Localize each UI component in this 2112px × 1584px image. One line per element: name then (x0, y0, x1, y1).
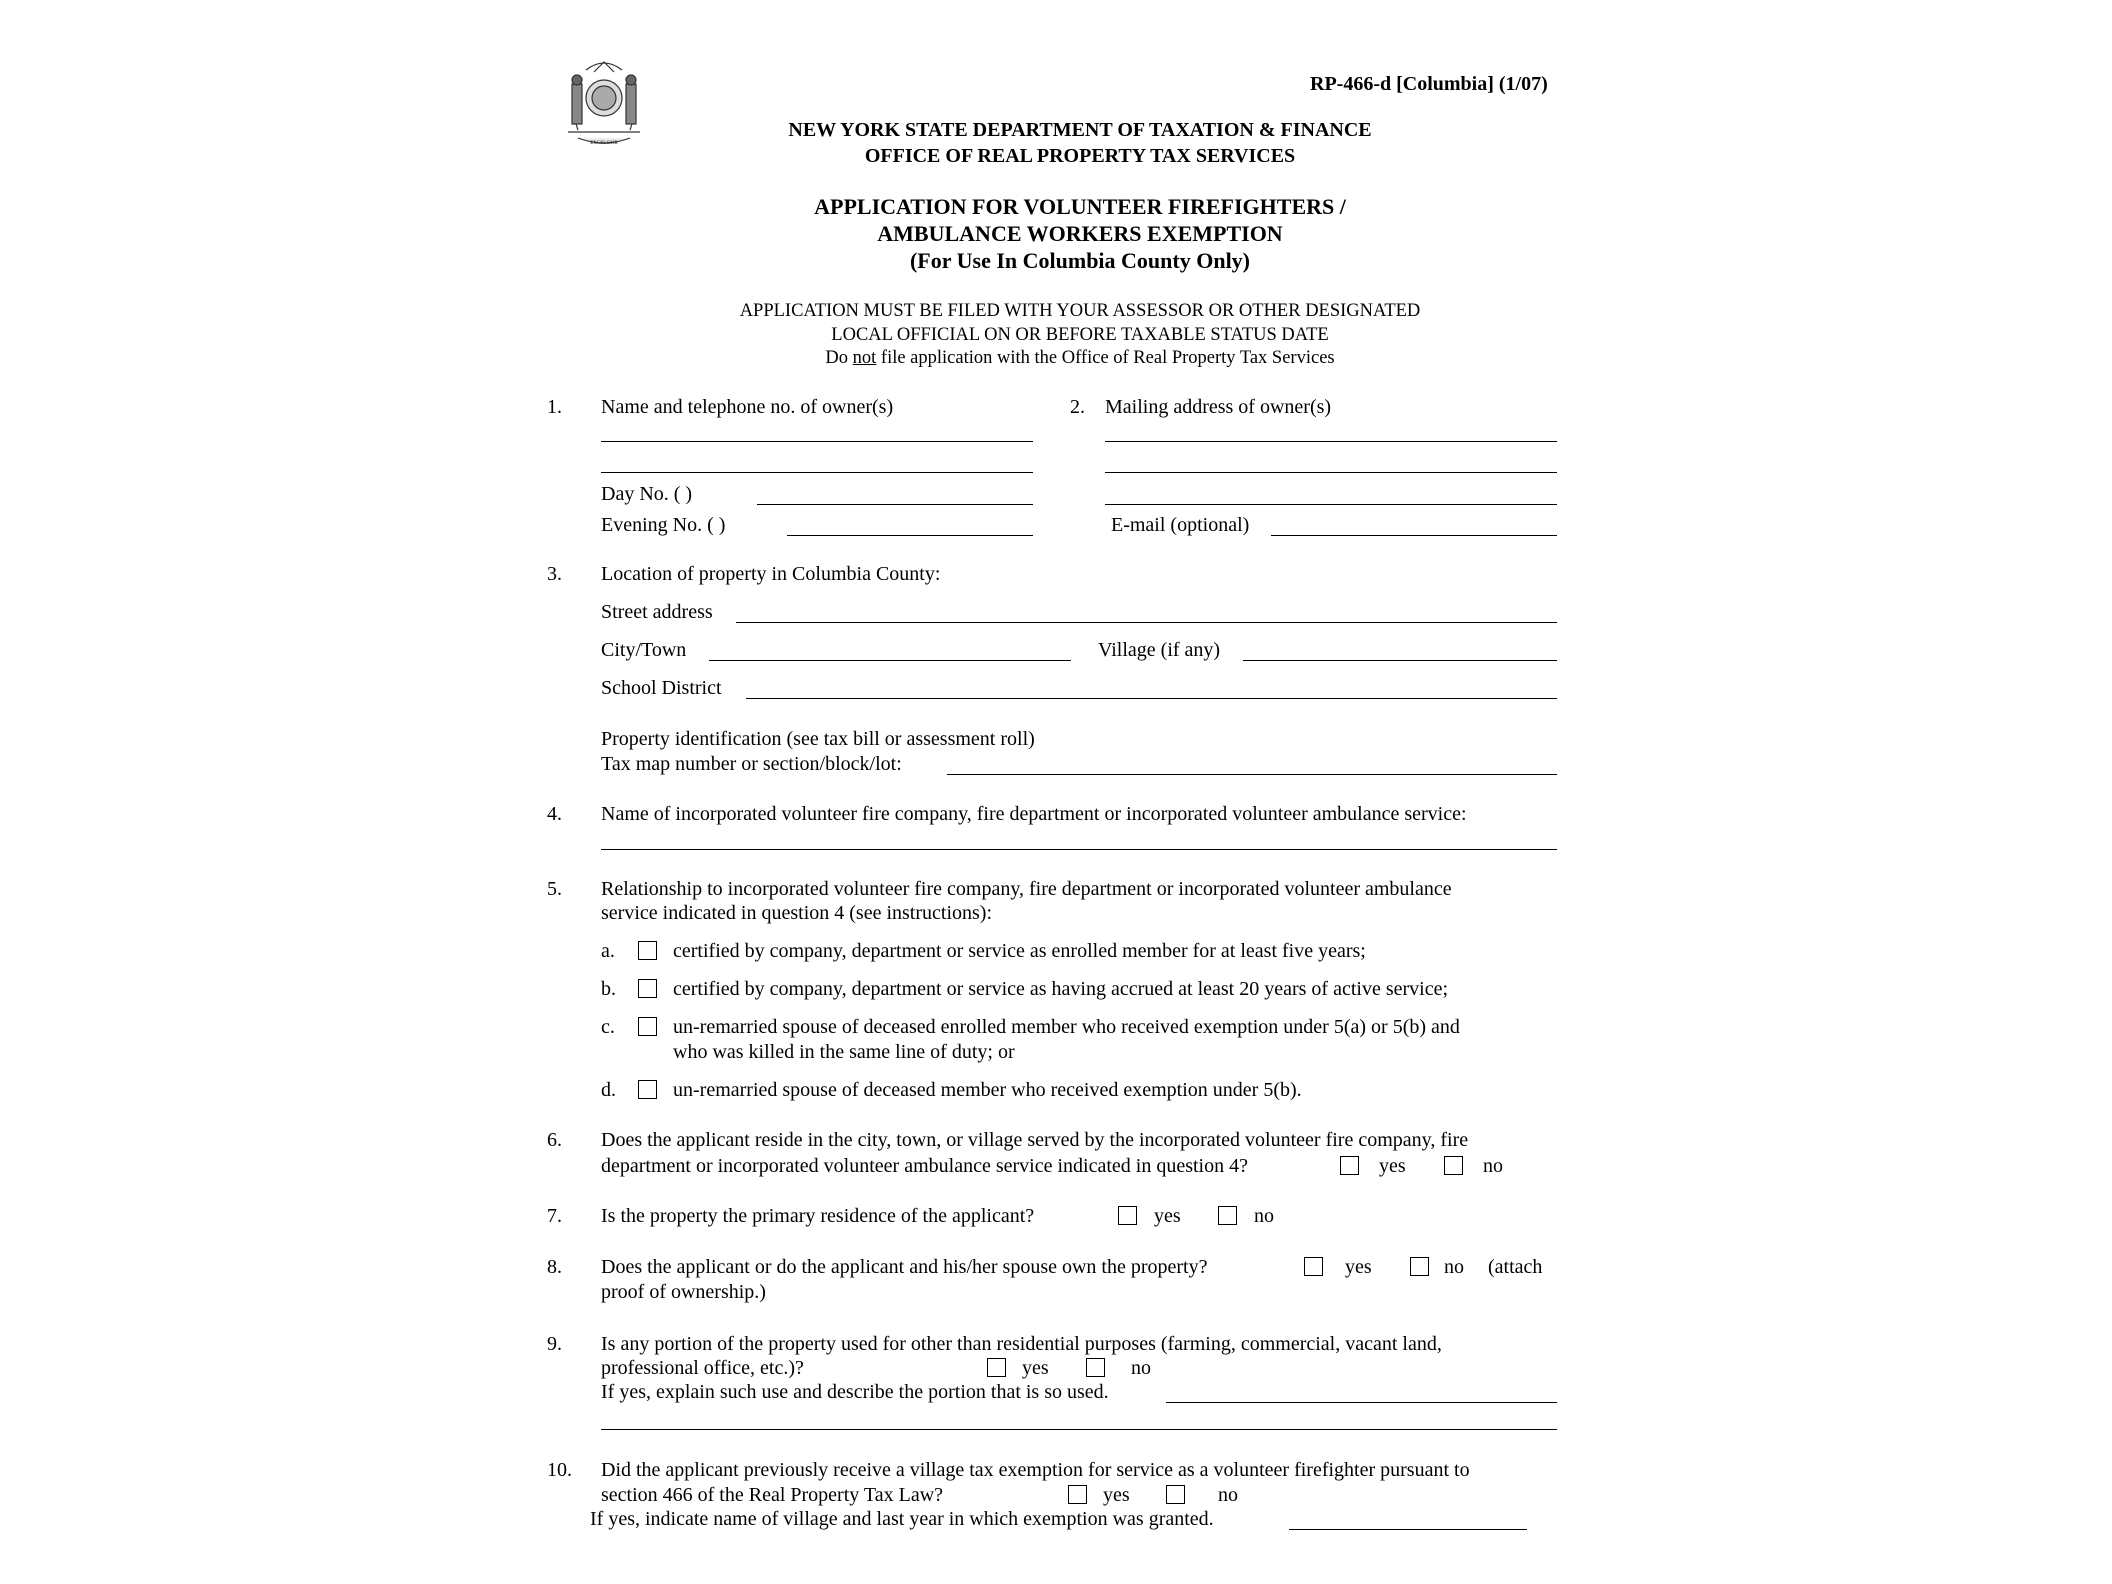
q6-yes-label: yes (1379, 1155, 1406, 1177)
q8-no-label: no (1444, 1256, 1464, 1278)
tax-map-field[interactable] (947, 774, 1557, 775)
q8-attach-label: (attach (1488, 1256, 1543, 1278)
city-town-field[interactable] (709, 660, 1071, 661)
q7-line-1: Is the property the primary residence of the applicant? (601, 1205, 1035, 1227)
filing-notice-line-2: LOCAL OFFICIAL ON OR BEFORE TAXABLE STATUS DATE (831, 325, 1329, 345)
q6-no-checkbox[interactable] (1444, 1156, 1463, 1175)
q8-yes-checkbox[interactable] (1304, 1257, 1323, 1276)
village-label: Village (if any) (1098, 639, 1221, 661)
fire-company-name-field[interactable] (601, 849, 1557, 850)
q5-option-c-text: un-remarried spouse of deceased enrolled member who received exemption under 5(a) or 5(b) and (673, 1016, 1460, 1038)
q5-option-c-letter: c. (601, 1016, 615, 1038)
q5-option-d-checkbox[interactable] (638, 1080, 657, 1099)
email-label: E-mail (optional) (1111, 514, 1250, 536)
q6-line-1: Does the applicant reside in the city, town, or village served by the incorporated volunteer fire company, fire (601, 1129, 1469, 1151)
form-title-line-2: AMBULANCE WORKERS EXEMPTION (877, 221, 1283, 246)
q8-no-checkbox[interactable] (1410, 1257, 1429, 1276)
q10-no-label: no (1218, 1484, 1238, 1506)
q5-option-d-text: un-remarried spouse of deceased member who received exemption under 5(b). (673, 1079, 1302, 1101)
q5-option-b-letter: b. (601, 978, 616, 1000)
q6-no-label: no (1483, 1155, 1503, 1177)
city-town-label: City/Town (601, 639, 687, 661)
q6-number: 6. (547, 1129, 562, 1151)
form-code: RP-466-d [Columbia] (1/07) (1310, 73, 1548, 95)
q10-yes-checkbox[interactable] (1068, 1485, 1087, 1504)
school-district-label: School District (601, 677, 722, 699)
q10-no-checkbox[interactable] (1166, 1485, 1185, 1504)
filing-notice-line-3: Do not file application with the Office of Real Property Tax Services (825, 348, 1335, 368)
q1-label: Name and telephone no. of owner(s) (601, 396, 894, 418)
q9-number: 9. (547, 1333, 562, 1355)
q2-number: 2. (1070, 396, 1085, 418)
q9-no-checkbox[interactable] (1086, 1358, 1105, 1377)
q4-number: 4. (547, 803, 562, 825)
q4-label: Name of incorporated volunteer fire company, fire department or incorporated volunteer ambulance service: (601, 803, 1467, 825)
q9-line-3: If yes, explain such use and describe the portion that is so used. (601, 1381, 1109, 1403)
q7-yes-label: yes (1154, 1205, 1181, 1227)
q5-option-b-checkbox[interactable] (638, 979, 657, 998)
q5-number: 5. (547, 878, 562, 900)
q5-option-a-letter: a. (601, 940, 615, 962)
q1-number: 1. (547, 396, 562, 418)
q6-yes-checkbox[interactable] (1340, 1156, 1359, 1175)
village-field[interactable] (1243, 660, 1557, 661)
q7-no-checkbox[interactable] (1218, 1206, 1237, 1225)
department-line-1: NEW YORK STATE DEPARTMENT OF TAXATION & FINANCE (788, 119, 1372, 141)
form-title-line-1: APPLICATION FOR VOLUNTEER FIREFIGHTERS / (814, 194, 1346, 219)
q6-line-2: department or incorporated volunteer ambulance service indicated in question 4? (601, 1155, 1248, 1177)
owner-name-field-1[interactable] (601, 441, 1033, 442)
owner-name-field-2[interactable] (601, 472, 1033, 473)
q5-option-a-checkbox[interactable] (638, 941, 657, 960)
q8-line-1: Does the applicant or do the applicant and his/her spouse own the property? (601, 1256, 1208, 1278)
svg-text:EXCELSIOR: EXCELSIOR (590, 141, 618, 146)
school-district-field[interactable] (746, 698, 1557, 699)
q3-number: 3. (547, 563, 562, 585)
day-phone-label: Day No. ( ) (601, 483, 693, 505)
q7-no-label: no (1254, 1205, 1274, 1227)
tax-map-label: Tax map number or section/block/lot: (601, 753, 902, 775)
street-address-label: Street address (601, 601, 713, 623)
q9-no-label: no (1131, 1357, 1151, 1379)
q9-explanation-field-2[interactable] (601, 1429, 1557, 1430)
q9-yes-checkbox[interactable] (987, 1358, 1006, 1377)
filing-notice-line-1: APPLICATION MUST BE FILED WITH YOUR ASSESSOR OR OTHER DESIGNATED (739, 301, 1421, 321)
form-title-line-3: (For Use In Columbia County Only) (909, 248, 1251, 273)
day-phone-field[interactable] (757, 504, 1033, 505)
q9-line-1: Is any portion of the property used for other than residential purposes (farming, commercial, vacant land, (601, 1333, 1442, 1355)
q2-label: Mailing address of owner(s) (1105, 396, 1332, 418)
q10-line-1: Did the applicant previously receive a village tax exemption for service as a volunteer firefighter pursuant to (601, 1459, 1470, 1481)
q7-yes-checkbox[interactable] (1118, 1206, 1137, 1225)
q8-number: 8. (547, 1256, 562, 1278)
mailing-address-field-1[interactable] (1105, 441, 1557, 442)
mailing-address-field-3[interactable] (1105, 504, 1557, 505)
q8-line-2: proof of ownership.) (601, 1281, 766, 1303)
q3-label: Location of property in Columbia County: (601, 563, 941, 585)
q5-option-a-text: certified by company, department or service as enrolled member for at least five years; (673, 940, 1366, 962)
department-line-2: OFFICE OF REAL PROPERTY TAX SERVICES (864, 145, 1296, 167)
q9-explanation-field-1[interactable] (1166, 1402, 1557, 1403)
q9-yes-label: yes (1022, 1357, 1049, 1379)
q10-number: 10. (547, 1459, 572, 1481)
q5-label-line-2: service indicated in question 4 (see instructions): (601, 902, 993, 924)
q5-option-c-checkbox[interactable] (638, 1017, 657, 1036)
q10-yes-label: yes (1103, 1484, 1130, 1506)
q7-number: 7. (547, 1205, 562, 1227)
q5-option-c-text-line-2: who was killed in the same line of duty; or (673, 1041, 1015, 1063)
q5-label-line-1: Relationship to incorporated volunteer fire company, fire department or incorporated volunteer ambulance (601, 878, 1452, 900)
q10-line-3: If yes, indicate name of village and last year in which exemption was granted. (590, 1508, 1214, 1530)
evening-phone-field[interactable] (787, 535, 1033, 536)
q9-line-2: professional office, etc.)? (601, 1357, 804, 1379)
q5-option-b-text: certified by company, department or service as having accrued at least 20 years of active service; (673, 978, 1449, 1000)
q10-line-2: section 466 of the Real Property Tax Law? (601, 1484, 944, 1506)
street-address-field[interactable] (736, 622, 1557, 623)
q10-village-year-field[interactable] (1289, 1529, 1527, 1530)
evening-phone-label: Evening No. ( ) (601, 514, 726, 536)
email-field[interactable] (1271, 535, 1557, 536)
mailing-address-field-2[interactable] (1105, 472, 1557, 473)
q5-option-d-letter: d. (601, 1079, 616, 1101)
q8-yes-label: yes (1345, 1256, 1372, 1278)
property-id-label: Property identification (see tax bill or assessment roll) (601, 728, 1035, 750)
